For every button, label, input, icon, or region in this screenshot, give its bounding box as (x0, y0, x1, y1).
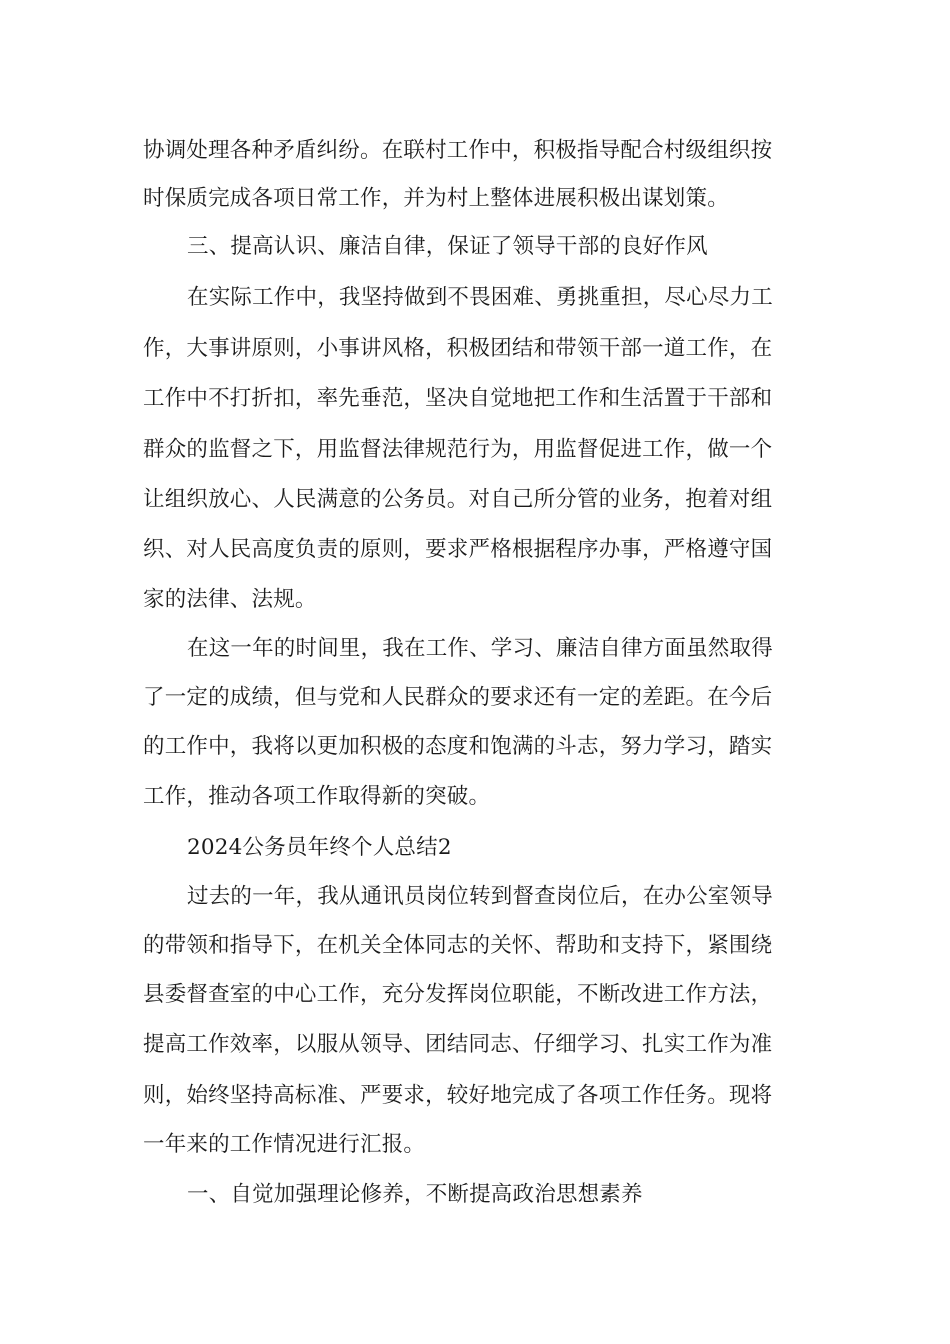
body-text-line: 县委督查室的中心工作，充分发挥岗位职能，不断改进工作方法， (143, 982, 773, 1007)
body-text-line: 让组织放心、人民满意的公务员。对自己所分管的业务，抱着对组 (143, 487, 773, 512)
document-subtitle: 2024公务员年终个人总结2 (187, 835, 452, 860)
body-text-line: 织、对人民高度负责的原则，要求严格根据程序办事，严格遵守国 (143, 537, 773, 562)
body-text-line: 的工作中，我将以更加积极的态度和饱满的斗志，努力学习，踏实 (143, 734, 773, 759)
body-text-line: 过去的一年，我从通讯员岗位转到督查岗位后，在办公室领导 (187, 884, 773, 909)
body-text-line: 在实际工作中，我坚持做到不畏困难、勇挑重担，尽心尽力工 (187, 285, 773, 310)
body-text-line: 提高工作效率，以服从领导、团结同志、仔细学习、扎实工作为准 (143, 1032, 773, 1057)
body-text-line: 作，大事讲原则，小事讲风格，积极团结和带领干部一道工作，在 (143, 336, 773, 361)
section-heading: 一、自觉加强理论修养，不断提高政治思想素养 (187, 1182, 643, 1207)
body-text-line: 一年来的工作情况进行汇报。 (143, 1132, 426, 1157)
body-text-line: 时保质完成各项日常工作，并为村上整体进展积极出谋划策。 (143, 186, 729, 211)
body-text-line: 则，始终坚持高标准、严要求，较好地完成了各项工作任务。现将 (143, 1083, 773, 1108)
body-text-line: 群众的监督之下，用监督法律规范行为，用监督促进工作，做一个 (143, 437, 773, 462)
body-text-line: 家的法律、法规。 (143, 587, 317, 612)
body-text-line: 了一定的成绩，但与党和人民群众的要求还有一定的差距。在今后 (143, 685, 773, 710)
body-text-line: 协调处理各种矛盾纠纷。在联村工作中，积极指导配合村级组织按 (143, 138, 773, 163)
body-text-line: 在这一年的时间里，我在工作、学习、廉洁自律方面虽然取得 (187, 636, 773, 661)
body-text-line: 工作中不打折扣，率先垂范，坚决自觉地把工作和生活置于干部和 (143, 386, 773, 411)
body-text-line: 工作，推动各项工作取得新的突破。 (143, 784, 491, 809)
body-text-line: 的带领和指导下，在机关全体同志的关怀、帮助和支持下，紧围绕 (143, 933, 773, 958)
section-heading: 三、提高认识、廉洁自律，保证了领导干部的良好作风 (187, 234, 708, 259)
